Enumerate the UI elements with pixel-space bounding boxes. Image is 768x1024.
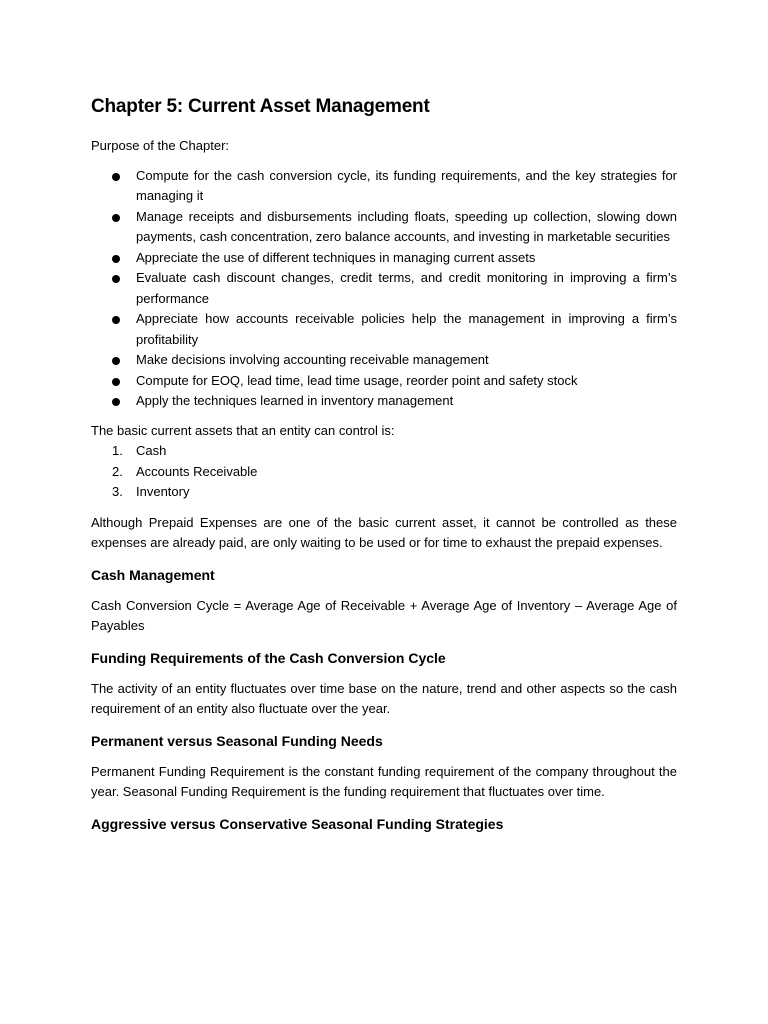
purpose-label: Purpose of the Chapter: <box>91 138 230 153</box>
asset-item <box>91 482 677 503</box>
purpose-list <box>91 166 677 412</box>
chapter-title: Chapter 5: Current Asset Management <box>91 96 430 117</box>
asset-number: 1. <box>112 443 123 458</box>
purpose-text: Evaluate cash discount changes, credit terms, and credit monitoring in improving a firm’s performance <box>136 270 677 306</box>
permanent-seasonal-paragraph: Permanent Funding Requirement is the constant funding requirement of the company throughout the year. Seasonal Funding Requirement is the funding requirement that fluctuates over time. <box>91 763 677 799</box>
purpose-item <box>91 166 677 207</box>
purpose-text: Apply the techniques learned in inventory management <box>136 393 454 408</box>
cash-conversion-formula: Cash Conversion Cycle = Average Age of Receivable + Average Age of Inventory – Average Age of Payables <box>91 597 677 633</box>
purpose-item <box>91 248 677 269</box>
purpose-item <box>91 309 677 350</box>
funding-requirements-paragraph: The activity of an entity fluctuates over time base on the nature, trend and other aspects so the cash requirement of an entity also fluctuate over the year. <box>91 680 677 716</box>
bullet-dot-icon <box>112 398 120 406</box>
assets-list <box>91 441 677 503</box>
bullet-dot-icon <box>112 255 120 263</box>
purpose-text: Compute for EOQ, lead time, lead time usage, reorder point and safety stock <box>136 372 578 388</box>
bullet-dot-icon <box>112 275 120 283</box>
purpose-text: Appreciate the use of different techniques in managing current assets <box>136 249 536 265</box>
purpose-item <box>91 207 677 248</box>
purpose-text: Manage receipts and disbursements including floats, speeding up collection, slowing down payments, cash concentration, zero balance accounts, and investing in marketable securities <box>136 208 677 244</box>
prepaid-paragraph: Although Prepaid Expenses are one of the basic current asset, it cannot be controlled as these expenses are already paid, are only waiting to be used or for time to exhaust the prepaid expenses. <box>91 514 677 550</box>
purpose-text: Make decisions involving accounting receivable management <box>136 352 489 367</box>
bullet-dot-icon <box>112 378 120 386</box>
bullet-dot-icon <box>112 316 120 324</box>
section-heading-aggressive-conservative: Aggressive versus Conservative Seasonal Funding Strategies <box>91 815 504 832</box>
asset-label: Inventory <box>136 484 190 499</box>
document-page <box>91 95 677 845</box>
asset-number: 3. <box>112 484 123 499</box>
purpose-item <box>91 371 677 392</box>
section-heading-funding-requirements: Funding Requirements of the Cash Conversion Cycle <box>91 649 446 666</box>
asset-item <box>91 441 677 462</box>
asset-item <box>91 462 677 483</box>
purpose-item <box>91 350 677 371</box>
bullet-dot-icon <box>112 214 120 222</box>
bullet-dot-icon <box>112 357 120 365</box>
bullet-dot-icon <box>112 173 120 181</box>
asset-label: Accounts Receivable <box>136 463 258 479</box>
section-heading-permanent-seasonal: Permanent versus Seasonal Funding Needs <box>91 732 383 749</box>
purpose-text: Appreciate how accounts receivable policies help the management in improving a firm’s profitability <box>136 311 677 347</box>
purpose-item <box>91 268 677 309</box>
purpose-text: Compute for the cash conversion cycle, its funding requirements, and the key strategies for managing it <box>136 167 677 203</box>
assets-label: The basic current assets that an entity can control is: <box>91 422 395 438</box>
purpose-item <box>91 391 677 412</box>
asset-label: Cash <box>136 443 167 458</box>
section-heading-cash-management: Cash Management <box>91 566 215 583</box>
asset-number: 2. <box>112 463 123 479</box>
